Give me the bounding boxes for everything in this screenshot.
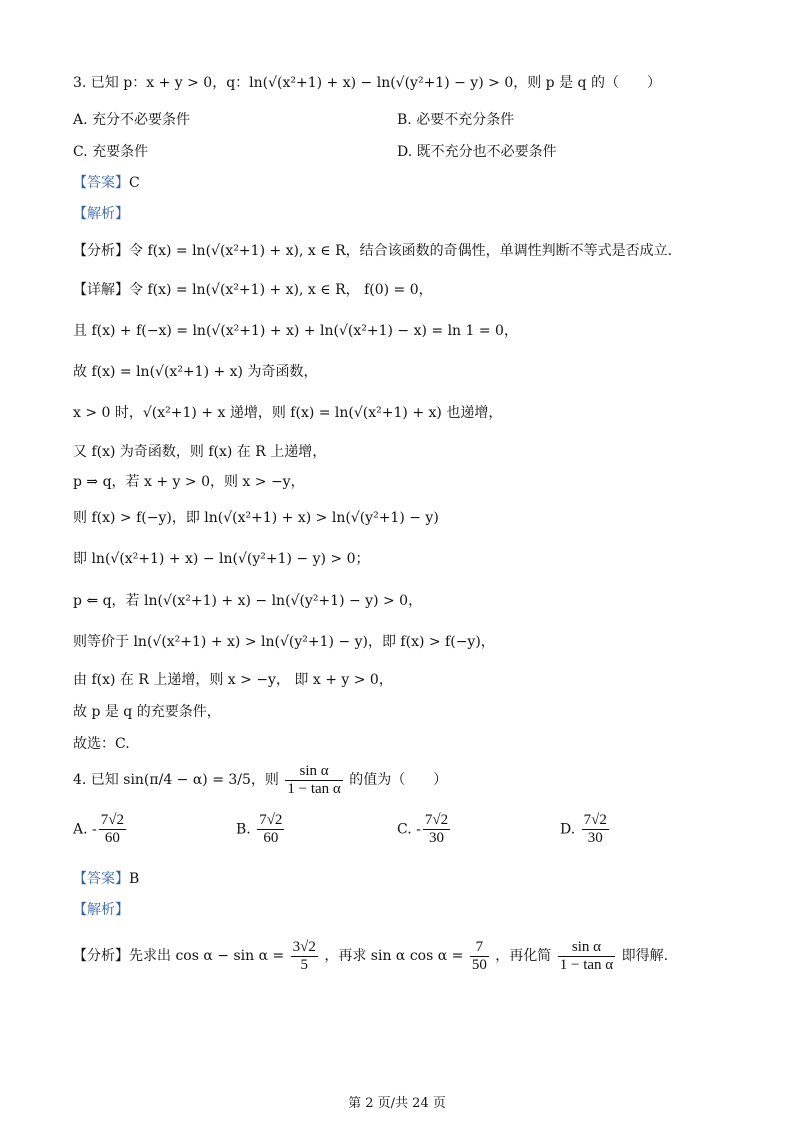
q3-option-c: C. 充要条件 — [73, 144, 149, 160]
q4-stem-prefix: 4. 已知 sin(π/4 − α) = 3/5，则 — [73, 772, 279, 788]
option-letter: B. — [236, 821, 251, 838]
q3-analysis-label: 【解析】 — [73, 206, 129, 222]
option-fraction — [99, 812, 126, 847]
fraction-numerator: sin α — [285, 763, 342, 781]
fraction-denominator: 50 — [471, 956, 487, 973]
q3-step-3: x > 0 时，√(x²+1) + x 递增，则 f(x) = ln(√(x²+1) + x) 也递增， — [73, 405, 503, 421]
fraction-denominator: 60 — [104, 830, 120, 846]
q4-option-a — [73, 812, 128, 847]
q4-analysis-label: 【解析】 — [73, 902, 129, 918]
q4-fenxi — [73, 936, 734, 976]
answer-value: C — [129, 175, 140, 191]
q3-step-12: 故选：C. — [73, 736, 130, 752]
q3-step-9: 则等价于 ln(√(x²+1) + x) > ln(√(y²+1) − y)，即 f(x) > f(−y)， — [73, 634, 495, 650]
q3-option-d: D. 既不充分也不必要条件 — [397, 144, 557, 160]
fraction-numerator: 3√2 — [292, 938, 316, 955]
q4-stem-fraction — [285, 763, 342, 798]
fraction-numerator: 7√2 — [100, 812, 124, 828]
option-letter: D. — [560, 821, 576, 838]
q3-xiangjie: 【详解】令 f(x) = ln(√(x²+1) + x), x ∈ R， f(0) = 0， — [73, 282, 433, 298]
q3-fenxi: 【分析】令 f(x) = ln(√(x²+1) + x), x ∈ R，结合该函数的奇偶性，单调性判断不等式是否成立. — [73, 243, 673, 259]
q3-option-b: B. 必要不充分条件 — [397, 112, 515, 128]
q4-fenxi-part-b: ，再求 sin α cos α = — [324, 948, 464, 964]
question4-stem — [73, 762, 734, 798]
q3-step-2: 故 f(x) = ln(√(x²+1) + x) 为奇函数， — [73, 364, 318, 380]
q4-fenxi-part-d: 即得解. — [621, 948, 669, 964]
q3-step-5: p ⇒ q，若 x + y > 0，则 x > −y， — [73, 474, 305, 490]
q3-step-6: 则 f(x) > f(−y)，即 ln(√(x²+1) + x) > ln(√(y²+1) − y) — [73, 510, 439, 526]
q3-step-10: 由 f(x) 在 R 上递增，则 x > −y， 即 x + y > 0， — [73, 672, 393, 688]
q4-option-d — [560, 812, 611, 847]
q4-answer — [73, 869, 734, 889]
fraction-denominator: 60 — [263, 830, 279, 846]
q4-fenxi-fraction-1 — [291, 939, 318, 974]
option-fraction — [582, 812, 609, 847]
page-footer: 第 2 页/共 24 页 — [348, 1096, 446, 1111]
q4-fenxi-part-c: ，再化简 — [495, 948, 552, 964]
q4-fenxi-fraction-3 — [558, 939, 615, 974]
q3-option-a: A. 充分不必要条件 — [73, 112, 191, 128]
fraction-numerator: 7 — [470, 939, 489, 957]
option-sign: - — [92, 821, 97, 838]
q3-step-7: 即 ln(√(x²+1) + x) − ln(√(y²+1) − y) > 0； — [73, 551, 370, 567]
q3-step-11: 故 p 是 q 的充要条件， — [73, 704, 221, 720]
answer-label: 【答案】 — [73, 871, 129, 887]
fraction-denominator: 30 — [587, 830, 603, 846]
answer-label: 【答案】 — [73, 175, 129, 191]
option-sign: - — [416, 821, 421, 838]
question3-stem: 3. 已知 p：x + y > 0，q：ln(√(x²+1) + x) − ln(√(y²+1) − y) > 0，则 p 是 q 的（ ） — [73, 75, 661, 91]
fraction-numerator: 7√2 — [424, 812, 449, 828]
option-letter: C. — [397, 821, 412, 838]
fraction-denominator: 1 − tan α — [287, 780, 341, 797]
option-letter: A. — [73, 821, 88, 838]
q3-step-4: 又 f(x) 为奇函数，则 f(x) 在 R 上递增， — [73, 444, 327, 460]
q4-stem-suffix: 的值为（ ） — [349, 772, 448, 788]
q4-fenxi-fraction-2 — [470, 939, 489, 974]
q4-option-b — [236, 812, 286, 847]
q4-fenxi-part-a: 【分析】先求出 cos α − sin α = — [73, 948, 285, 964]
fraction-denominator: 30 — [428, 830, 444, 846]
option-fraction — [423, 812, 450, 847]
fraction-numerator: sin α — [558, 939, 615, 957]
fraction-denominator: 5 — [300, 956, 309, 973]
q4-option-c — [397, 812, 452, 847]
fraction-denominator: 1 − tan α — [559, 956, 614, 973]
q3-answer — [73, 173, 734, 193]
fraction-numerator: 7√2 — [583, 812, 607, 828]
q3-step-8: p ⇐ q，若 ln(√(x²+1) + x) − ln(√(y²+1) − y) > 0， — [73, 593, 423, 609]
answer-value: B — [129, 871, 140, 887]
fraction-numerator: 7√2 — [259, 812, 283, 828]
q3-step-1: 且 f(x) + f(−x) = ln(√(x²+1) + x) + ln(√(x²+1) − x) = ln 1 = 0， — [73, 323, 518, 339]
option-fraction — [257, 812, 284, 847]
